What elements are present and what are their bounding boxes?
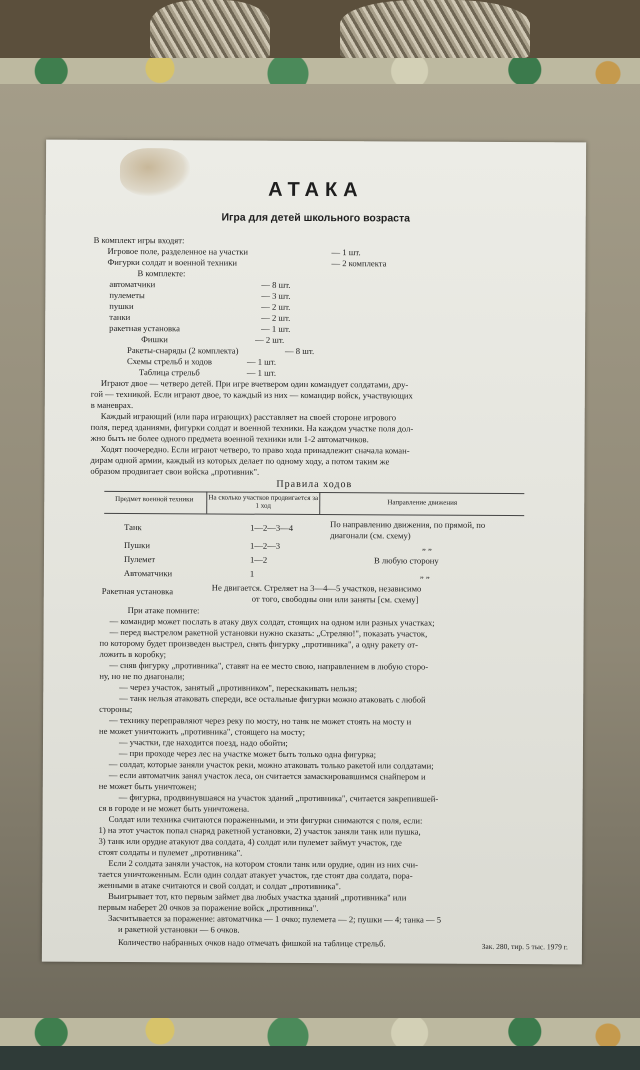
- intro-line: Ходят поочередно. Если играют четверо, то право хода принадлежит сначала коман-: [100, 443, 410, 456]
- rules-line: — если автоматчик занял участок леса, он считается замаскировавшимся снайпером и: [108, 769, 426, 782]
- rules-line: — технику переправляют через реку по мосту, но танк не может стоять на мосту и: [109, 714, 412, 727]
- table-rocket-text: от того, свободны они или заняты [см. схему]: [251, 593, 419, 605]
- table-cell-steps: 1—2—3—4: [250, 522, 294, 533]
- set-item: Ракеты-снаряды (2 комплекта): [127, 345, 239, 356]
- kit-item: Игровое поле, разделенное на участки: [107, 245, 249, 257]
- table-cell-dir: „ „: [419, 569, 430, 580]
- print-info: Зак. 280, тир. 5 тыс. 1979 г.: [481, 941, 568, 952]
- rules-line: тается уничтоженным. Если один солдат атакует участок, где стоят два солдата, пора-: [98, 868, 413, 881]
- table-cell-steps: 1: [249, 568, 255, 579]
- camouflage-border-top: [0, 58, 640, 84]
- set-qty: — 3 шт.: [261, 290, 291, 301]
- rules-line: стороны;: [99, 703, 133, 715]
- set-qty: — 2 шт.: [261, 312, 291, 323]
- table-header: Направление движения: [387, 498, 458, 507]
- table-cell-dir: „ „: [422, 541, 432, 552]
- set-item: ракетная установка: [109, 322, 180, 334]
- intro-line: Играют двое — четверо детей. При игре вчетвером один командует солдатами, дру-: [100, 377, 409, 390]
- set-qty: — 8 шт.: [285, 345, 315, 356]
- rules-line: Если 2 солдата заняли участок, на котором стояли танк или орудие, один из них счи-: [108, 857, 419, 870]
- set-qty: — 2 шт.: [255, 334, 285, 345]
- table-cell-name: Пулемет: [123, 554, 156, 565]
- set-qty: — 8 шт.: [261, 279, 291, 290]
- set-item: Таблица стрельб: [138, 367, 200, 378]
- rules-line: не может уничтожить „противника", стоящего на мосту;: [99, 725, 306, 737]
- intro-line: в маневрах.: [90, 399, 134, 411]
- set-qty: — 1 шт.: [261, 323, 291, 334]
- rules-line: — танк нельзя атаковать спереди, все остальные фигурки можно атаковать с любой: [119, 692, 426, 705]
- intro-line: поля, перед зданиями, фигурки солдат и военной техники. На каждом участке поля дол-: [90, 421, 414, 434]
- rules-line: не может быть уничтожен;: [98, 780, 197, 792]
- set-item: пулеметы: [109, 289, 145, 301]
- set-qty: — 1 шт.: [246, 367, 277, 378]
- table-cell-dir: По направлению движения, по прямой, по: [330, 519, 486, 530]
- rules-line: Выигрывает тот, кто первым займет два любых участка зданий „противника" или: [108, 890, 407, 903]
- set-item: Схемы стрельб и ходов: [126, 356, 213, 367]
- table-cell-steps: 1—2—3: [250, 540, 281, 551]
- intro-line: жно быть не более одного предмета военной техники или 1-2 автоматчиков.: [90, 432, 369, 445]
- rules-line: Солдат или техника считаются пораженными, и эти фигурки снимаются с поля, если:: [108, 813, 423, 826]
- table-header: На сколько участков продвигается за 1 ход: [208, 493, 319, 510]
- page-title: АТАКА: [268, 178, 364, 202]
- set-item: пушки: [109, 300, 134, 312]
- set-item: Фишки: [141, 334, 168, 345]
- intro-line: Каждый играющий (или пара играющих) расставляет на своей стороне игрового: [100, 410, 397, 423]
- rules-line: по которому будет произведен выстрел, снять фигурку „противника", а одну ракету от-: [99, 637, 419, 650]
- rules-line: — при проходе через лес на участке может быть только одна фигурка;: [118, 747, 377, 760]
- rules-line: Количество набранных очков надо отмечать фишкой на таблице стрельб.: [117, 936, 386, 949]
- rules-line: первым наберет 20 очков за поражение войск „противника".: [98, 901, 319, 914]
- intro-line: образом продвигает свои войска „противник".: [90, 465, 260, 477]
- page-subtitle: Игра для детей школьного возраста: [221, 211, 411, 225]
- rules-line: женными в атаке считаются и свой солдат, и солдат „противника".: [98, 879, 341, 892]
- rules-line: — участки, где находится поезд, надо обойти;: [118, 736, 288, 748]
- rules-line: — сняв фигурку „противника", ставят на ее место свою, направлением в любую сторо-: [109, 659, 429, 672]
- set-qty: — 1 шт.: [246, 356, 277, 367]
- rope-decoration: [340, 0, 530, 60]
- rules-line: ну, но не по диагонали;: [99, 670, 185, 682]
- intro-line: дирам одной армии, каждый из которых делает по одному ходу, а потом таким же: [90, 454, 390, 467]
- intro-line: гой — техникой. Если играют двое, то каждый из них — командир войск, участвующих: [90, 388, 413, 401]
- table-cell-name: Ракетная установка: [101, 585, 174, 597]
- table-cell-name: Пушки: [124, 540, 150, 551]
- rules-line: — через участок, занятый „противником", перескакивать нельзя;: [119, 681, 358, 694]
- kit-qty: — 1 шт.: [331, 247, 361, 258]
- table-rule-bottom: [104, 513, 524, 516]
- table-cell-dir: диагонали (см. схему): [330, 530, 411, 541]
- background-bottom: [0, 1046, 640, 1070]
- table-cell-name: Танк: [124, 522, 142, 533]
- rules-line: Засчитывается за поражение: автоматчика — 1 очко; пулемета — 2; пушки — 4; танка — 5: [108, 912, 442, 925]
- kit-header: В комплект игры входят:: [93, 234, 185, 246]
- table-cell-steps: 1—2: [249, 554, 268, 565]
- set-header: В комплекте:: [137, 268, 186, 279]
- table-rocket-text: Не двигается. Стреляет на 3—4—5 участков, независимо: [211, 582, 422, 594]
- rules-line: — командир может послать в атаку двух солдат, стоящих на одном или разных участках;: [109, 615, 435, 628]
- kit-qty: — 2 комплекта: [331, 258, 387, 269]
- rope-decoration: [150, 0, 270, 60]
- table-header: Предмет военной техники: [115, 494, 194, 504]
- rules-line: — солдат, которые заняли участок реки, можно атаковать только ракетой или солдатами;: [108, 758, 434, 771]
- instruction-sheet: [42, 140, 586, 965]
- set-item: автоматчики: [109, 278, 156, 290]
- rules-line: 3) танк или орудие атакуют два солдата, 4) солдат или пулемет займут участок, где: [98, 835, 402, 848]
- rules-line: ложить в коробку;: [99, 648, 167, 660]
- rules-line: — фигурка, продвинувшаяся на участок зданий „противника", считается закрепившей-: [118, 791, 439, 804]
- rules-line: ся в городе и не может быть уничтожена.: [98, 802, 250, 814]
- rules-line: — перед выстрелом ракетной установки нужно сказать: „Стреляю!", показать участок,: [109, 626, 428, 639]
- rules-line: При атаке помните:: [127, 605, 200, 616]
- rules-line: стоят солдаты и пулемет „противника".: [98, 846, 243, 858]
- rules-line: 1) на этот участок попал снаряд ракетной установки, 2) участок заняли танк или пушка,: [98, 824, 421, 837]
- kit-item: Фигурки солдат и военной техники: [107, 256, 238, 268]
- set-item: танки: [109, 311, 131, 323]
- table-cell-name: Автоматчики: [123, 568, 173, 579]
- set-qty: — 2 шт.: [261, 301, 291, 312]
- camouflage-border-bottom: [0, 1018, 640, 1048]
- table-cell-dir: В любую сторону: [373, 555, 439, 566]
- rules-line: и ракетной установки — 6 очков.: [117, 923, 240, 935]
- rules-title: Правила ходов: [276, 478, 353, 491]
